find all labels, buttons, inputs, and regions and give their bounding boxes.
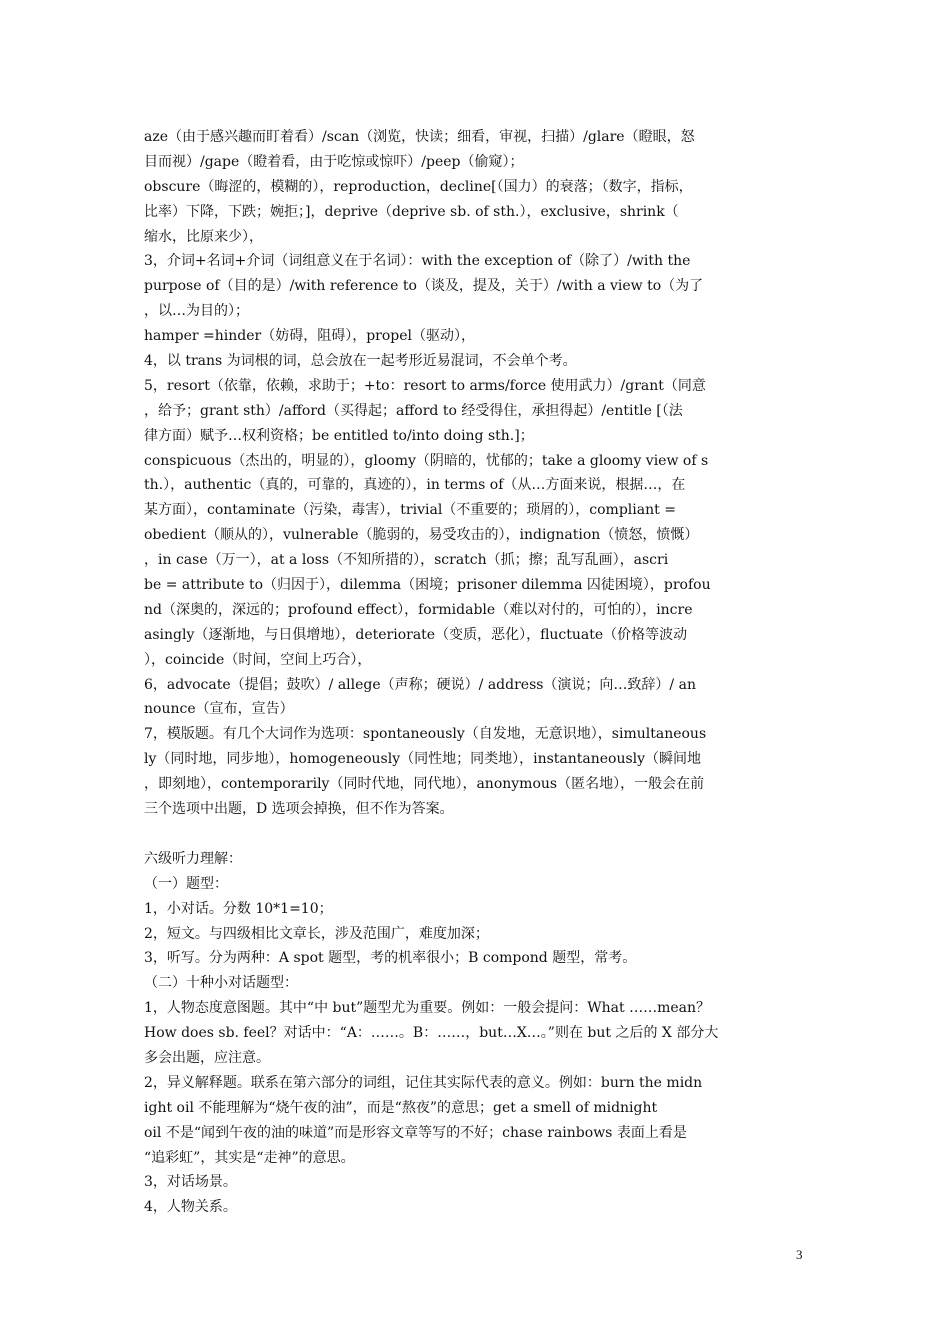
vocabulary-line: 3，介词+名词+介词（词组意义在于名词）：with the exception of（除了）/with the [144, 253, 691, 270]
vocabulary-line: th.），authentic（真的，可靠的，真迹的），in terms of（从…方面来说，根据…，在 [144, 477, 686, 494]
listening-line: （二）十种小对话题型： [144, 975, 298, 992]
vocabulary-line: conspicuous（杰出的，明显的），gloomy（阴暗的，忧郁的；take a gloomy view of s [144, 452, 709, 469]
listening-section [144, 847, 814, 1220]
vocabulary-line: 4，以 trans 为词根的词，总会放在一起考形近易混词，不会单个考。 [144, 353, 577, 370]
vocabulary-line: ，in case（万一），at a loss（不知所措的），scratch（抓；擦；乱写乱画），ascri [144, 552, 669, 569]
vocabulary-line: 6，advocate（提倡；鼓吹）/ allege（声称；硬说）/ address（演说；向…致辞）/ an [144, 676, 696, 693]
section-spacer [144, 822, 814, 847]
vocabulary-line: ，即刻地），contemporarily（同时代地，同代地），anonymous（匿名地），一般会在前 [144, 776, 705, 793]
vocabulary-line: obscure（晦涩的，模糊的），reproduction，decline[（国力）的衰落；（数字，指标， [144, 178, 693, 195]
vocabulary-line: aze（由于感兴趣而盯着看）/scan（浏览，快读；细看，审视，扫描）/glare（瞪眼，怒 [144, 129, 695, 145]
listening-line: 2，短文。与四级相比文章长，涉及范围广，难度加深； [144, 925, 489, 942]
listening-line: 3，听写。分为两种：A spot 题型，考的机率很小；B compond 题型，常考。 [144, 950, 637, 967]
vocabulary-line: be = attribute to（归因于），dilemma（困境；prisoner dilemma 囚徒困境），profou [144, 577, 711, 594]
vocabulary-line: 比率）下降，下跌；婉拒；]，deprive（deprive sb. of sth.），exclusive，shrink（ [144, 203, 679, 220]
vocabulary-line: 5，resort（依靠，依赖，求助于；+to：resort to arms/force 使用武力）/grant（同意 [144, 377, 706, 394]
vocabulary-line: 某方面），contaminate（污染，毒害），trivial（不重要的；琐屑的），compliant = [144, 502, 676, 519]
vocabulary-line: 律方面）赋予…权利资格；be entitled to/into doing sth.]； [144, 427, 534, 444]
vocabulary-line: 三个选项中出题，D 选项会掉换，但不作为答案。 [144, 801, 454, 818]
vocabulary-line: ，以…为目的）； [144, 303, 249, 320]
vocabulary-line: ，给予；grant sth）/afford（买得起；afford to 经受得住，承担得起）/entitle [（法 [144, 402, 683, 419]
page-content [144, 125, 814, 1220]
listening-line: 2，异义解释题。联系在第六部分的词组，记住其实际代表的意义。例如：burn the midn [144, 1074, 703, 1091]
listening-line: （一）题型： [144, 875, 228, 892]
vocabulary-line: purpose of（目的是）/with reference to（谈及，提及，关于）/with a view to（为了 [144, 278, 704, 295]
listening-line: 3，对话场景。 [144, 1174, 237, 1191]
vocabulary-section [144, 125, 814, 822]
vocabulary-line: ly（同时地，同步地），homogeneously（同性地；同类地），instantaneously（瞬间地 [144, 751, 702, 768]
listening-line: How does sb. feel？对话中：“A：……。B：……，but…X…。”则在 but 之后的 X 部分大 [144, 1025, 719, 1042]
vocabulary-line: 7，模版题。有几个大词作为选项：spontaneously（自发地，无意识地），simultaneous [144, 726, 707, 743]
vocabulary-line: 目而视）/gape（瞪着看，由于吃惊或惊吓）/peep（偷窥）； [144, 153, 524, 170]
vocabulary-line: asingly（逐渐地，与日俱增地），deteriorate（变质，恶化），fluctuate（价格等波动 [144, 626, 688, 643]
vocabulary-line: nd（深奥的，深远的；profound effect），formidable（难以对付的，可怕的），incre [144, 601, 693, 618]
listening-line: “追彩虹”，其实是“走神”的意思。 [144, 1149, 355, 1166]
vocabulary-line: 缩水，比原来少）， [144, 228, 263, 245]
listening-line: oil 不是“闻到午夜的油的味道”而是形容文章等写的不好；chase rainbows 表面上看是 [144, 1124, 687, 1141]
listening-line: 4，人物关系。 [144, 1199, 237, 1216]
listening-line: 1，小对话。分数 10*1=10； [144, 900, 333, 917]
listening-line: ight oil 不能理解为“烧午夜的油”，而是“熬夜”的意思；get a smell of midnight [144, 1099, 658, 1116]
listening-line: 六级听力理解： [144, 850, 242, 867]
vocabulary-line: nounce（宣布，宣告） [144, 701, 294, 718]
page-number: 3 [796, 1247, 803, 1262]
vocabulary-line: ），coincide（时间，空间上巧合）， [144, 651, 372, 668]
listening-line: 多会出题，应注意。 [144, 1049, 270, 1066]
vocabulary-line: obedient（顺从的），vulnerable（脆弱的，易受攻击的），indignation（愤怒，愤慨） [144, 527, 699, 544]
listening-line: 1，人物态度意图题。其中“中 but”题型尤为重要。例如：一般会提问：What ……mean？ [144, 1000, 711, 1017]
vocabulary-line: hamper =hinder（妨碍，阻碍），propel（驱动）， [144, 328, 476, 345]
